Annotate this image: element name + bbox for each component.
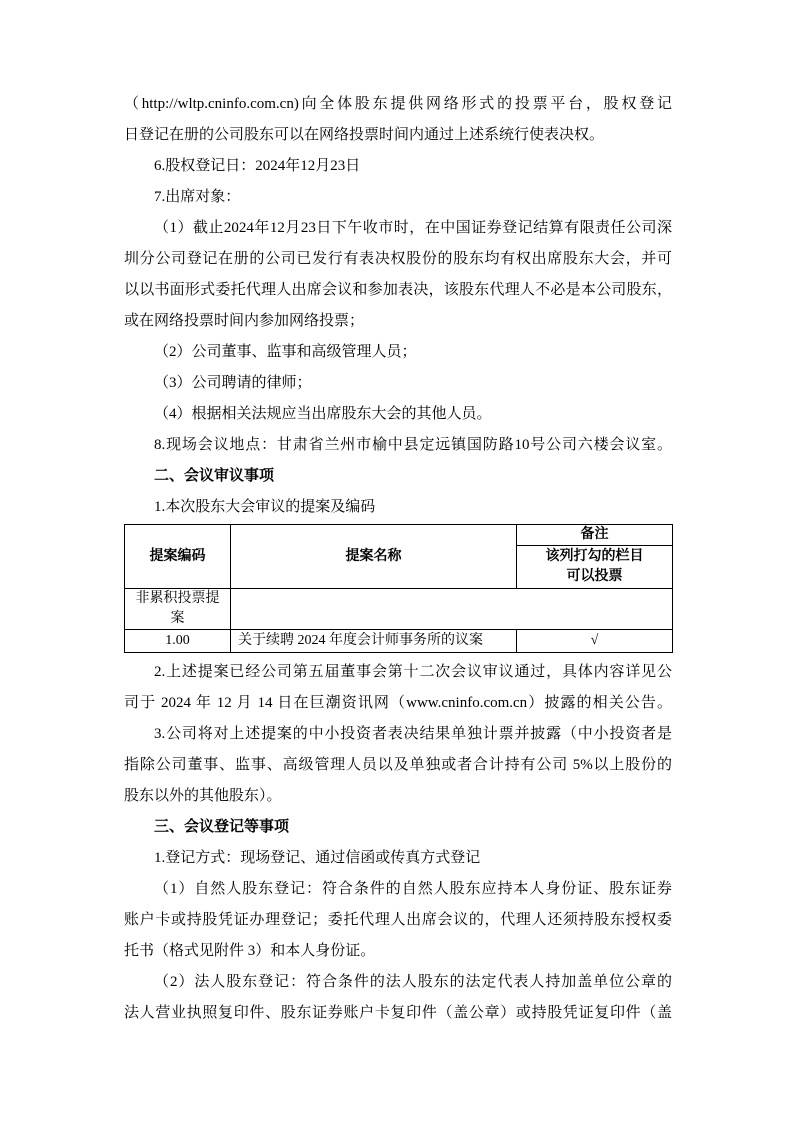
table-cell-proposal-name: 关于续聘 2024 年度会计师事务所的议案 [231, 630, 517, 653]
doc-line: 3.公司将对上述提案的中小投资者表决结果单独计票并披露（中小投资者是 [154, 726, 672, 742]
proposal-table [124, 524, 673, 653]
doc-line: 或在网络投票时间内参加网络投票； [124, 313, 365, 329]
doc-line-disclosure-site: 司于 2024 年 12 月 14 日在巨潮资讯网（www.cninfo.com.cn）披露的相关公告。 [124, 695, 672, 711]
remark-note-line-1: 该列打勾的栏目 [545, 549, 644, 564]
doc-line: 指除公司董事、监事、高级管理人员以及单独或者合计持有公司 5%以上股份的 [124, 757, 672, 773]
section-heading-registration: 三、会议登记等事项 [154, 819, 290, 835]
doc-line-table-caption: 1.本次股东大会审议的提案及编码 [154, 499, 376, 515]
remark-note-line-2: 可以投票 [566, 569, 623, 584]
doc-line-registration-method: 1.登记方式：现场登记、通过信函或传真方式登记 [154, 850, 481, 866]
table-header-remark: 备注 [517, 525, 673, 546]
doc-line: （1）自然人股东登记：符合条件的自然人股东应持本人身份证、股东证券 [154, 881, 672, 897]
table-header-proposal-name: 提案名称 [231, 525, 517, 589]
doc-line-meeting-location: 8.现场会议地点：甘肃省兰州市榆中县定远镇国防路10号公司六楼会议室。 [154, 437, 672, 453]
section-heading-review-items: 二、会议审议事项 [154, 468, 275, 484]
doc-line-record-date: 6.股权登记日：2024年12月23日 [154, 158, 361, 174]
doc-line: 法人营业执照复印件、股东证券账户卡复印件（盖公章）或持股凭证复印件（盖 [124, 1005, 672, 1021]
table-header-remark-note [517, 546, 673, 589]
doc-line: （3）公司聘请的律师； [154, 375, 312, 391]
doc-line: 圳分公司登记在册的公司已发行有表决权股份的股东均有权出席股东大会，并可 [124, 251, 672, 267]
doc-line: （2）公司董事、监事和高级管理人员； [154, 344, 417, 360]
doc-line: 托书（格式见附件 3）和本人身份证。 [124, 943, 376, 959]
table-cell-proposal-code: 1.00 [125, 630, 231, 653]
document-content [124, 89, 672, 1029]
table-header-proposal-code: 提案编码 [125, 525, 231, 589]
doc-line: （4）根据相关法规应当出席股东大会的其他人员。 [154, 406, 492, 422]
doc-line: 2.上述提案已经公司第五届董事会第十二次会议审议通过，具体内容详见公 [154, 664, 672, 680]
doc-line-attendees: 7.出席对象： [154, 189, 241, 205]
doc-line: 日登记在册的公司股东可以在网络投票时间内通过上述系统行使表决权。 [124, 127, 605, 143]
table-cell-proposal-remark-checkmark: √ [517, 630, 673, 653]
doc-line: 账户卡或持股凭证办理登记；委托代理人出席会议的，代理人还须持股东授权委 [124, 912, 672, 928]
doc-line: （1）截止2024年12月23日下午收市时，在中国证券登记结算有限责任公司深 [154, 220, 672, 236]
doc-line: 股东以外的其他股东）。 [124, 788, 282, 804]
table-cell-vote-type-merged [231, 589, 673, 630]
doc-line: （http://wltp.cninfo.com.cn)向全体股东提供网络形式的投票平台，股权登记 [124, 96, 672, 112]
doc-line: （2）法人股东登记：符合条件的法人股东的法定代表人持加盖单位公章的 [154, 974, 672, 990]
table-cell-vote-type: 非累积投票提案 [125, 589, 231, 630]
doc-line: 以以书面形式委托代理人出席会议和参加表决，该股东代理人不必是本公司股东， [124, 282, 672, 298]
